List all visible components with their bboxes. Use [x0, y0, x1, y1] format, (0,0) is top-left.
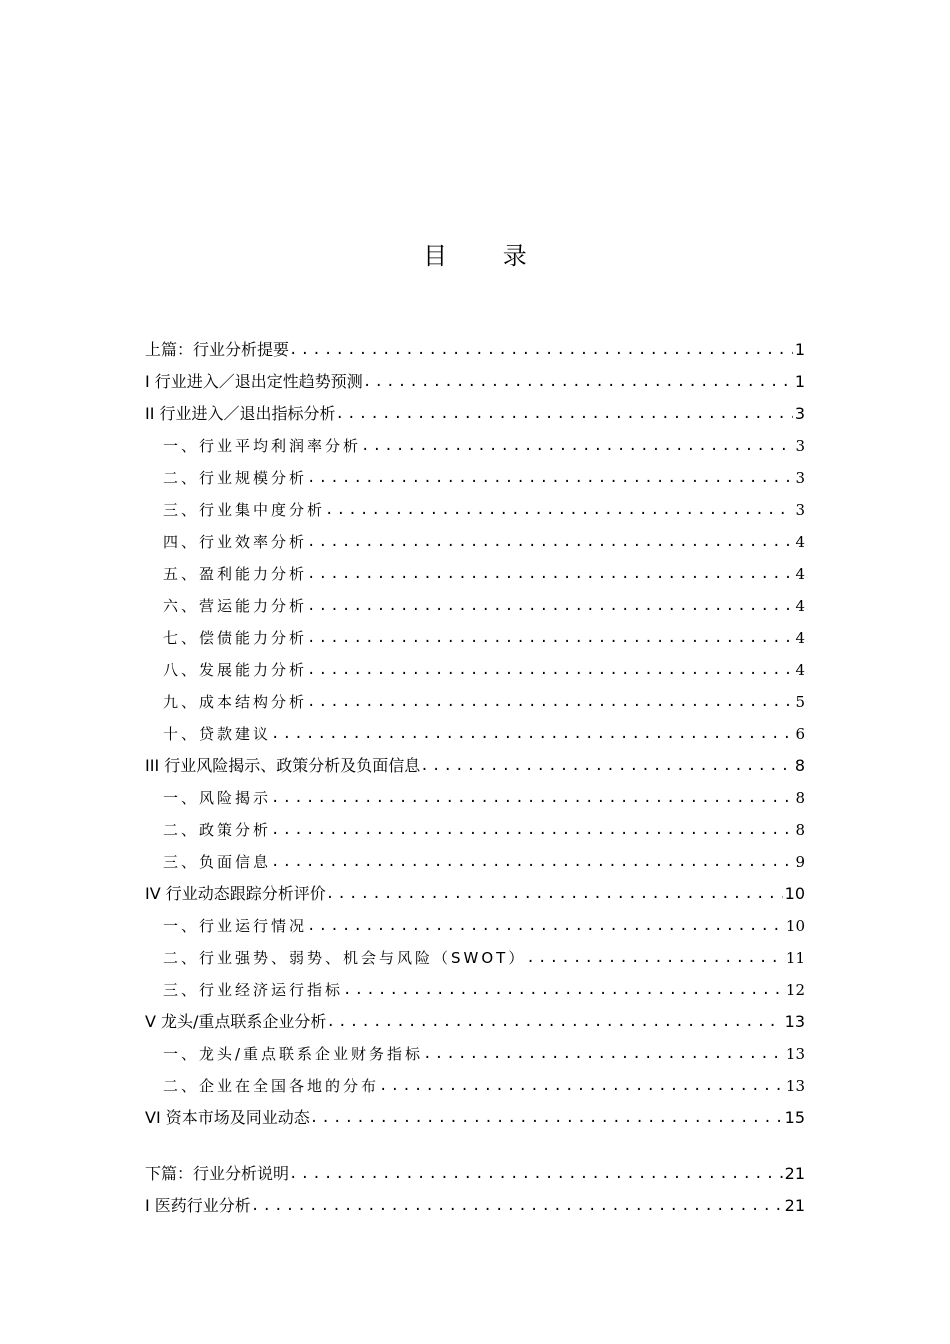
toc-dot-leader: [325, 500, 793, 522]
toc-entry-label: 二、行业规模分析: [163, 469, 308, 487]
toc-entry-label: 二、企业在全国各地的分布: [163, 1077, 380, 1095]
toc-entry[interactable]: [145, 458, 805, 490]
toc-entry[interactable]: [145, 650, 805, 682]
toc-dot-leader: [307, 468, 793, 490]
toc-dot-leader: [307, 916, 784, 938]
toc-dot-leader: [271, 788, 793, 810]
toc-entry-label: 三、行业集中度分析: [163, 501, 326, 519]
toc-entry-page-number: 11: [785, 949, 805, 967]
toc-entry-page-number: 1: [794, 340, 805, 359]
toc-entry-label: 二、政策分析: [163, 821, 272, 839]
toc-entry[interactable]: [145, 746, 805, 778]
toc-entry-page-number: 4: [795, 597, 805, 615]
toc-entry-label: 三、负面信息: [163, 853, 272, 871]
toc-dot-leader: [526, 948, 784, 970]
toc-entry-label: 八、发展能力分析: [163, 661, 308, 679]
toc-entry[interactable]: [145, 1066, 805, 1098]
toc-entry-label: II 行业进入／退出指标分析: [145, 404, 336, 423]
toc-entry[interactable]: [145, 554, 805, 586]
toc-dot-leader: [307, 564, 793, 586]
toc-entry[interactable]: [145, 842, 805, 874]
toc-entry-label: I 医药行业分析: [145, 1196, 251, 1215]
toc-entry-page-number: 1: [794, 372, 805, 391]
toc-entry-label: 九、成本结构分析: [163, 693, 308, 711]
toc-entry-label: 四、行业效率分析: [163, 533, 308, 551]
toc-entry[interactable]: [145, 906, 805, 938]
toc-entry[interactable]: [145, 1002, 805, 1034]
toc-dot-leader: [251, 1196, 783, 1218]
toc-entry-label: 一、行业运行情况: [163, 917, 308, 935]
toc-dot-leader: [379, 1076, 784, 1098]
toc-dot-leader: [420, 756, 793, 778]
toc-entry-label: 二、行业强势、弱势、机会与风险（SWOT）: [163, 949, 527, 967]
toc-dot-leader: [289, 1164, 783, 1186]
toc-entry-label: 五、盈利能力分析: [163, 565, 308, 583]
toc-entry-label: V 龙头/重点联系企业分析: [145, 1012, 327, 1031]
toc-entry-label: 七、偿债能力分析: [163, 629, 308, 647]
toc-entry[interactable]: [145, 522, 805, 554]
toc-entry[interactable]: [145, 778, 805, 810]
toc-entry[interactable]: [145, 1098, 805, 1130]
toc-entry-page-number: 3: [795, 437, 805, 455]
toc-entry[interactable]: [145, 810, 805, 842]
toc-dot-leader: [326, 884, 783, 906]
toc-entry-page-number: 4: [795, 661, 805, 679]
toc-dot-leader: [307, 596, 793, 618]
toc-entry-page-number: 8: [795, 821, 805, 839]
toc-entry-label: IV 行业动态跟踪分析评价: [145, 884, 326, 903]
toc-entry-label: III 行业风险揭示、政策分析及负面信息: [145, 756, 421, 775]
toc-dot-leader: [289, 340, 793, 362]
toc-entry-page-number: 21: [784, 1164, 805, 1183]
toc-entry-label: 下篇：行业分析说明: [145, 1164, 290, 1183]
toc-entry-page-number: 21: [784, 1196, 805, 1215]
toc-entry-page-number: 8: [795, 789, 805, 807]
toc-entry-page-number: 3: [794, 404, 805, 423]
toc-dot-leader: [307, 692, 793, 714]
toc-entry-page-number: 15: [784, 1108, 805, 1127]
page-title: 目 录: [423, 242, 551, 270]
toc-entry-page-number: 4: [795, 533, 805, 551]
toc-entry[interactable]: [145, 970, 805, 1002]
toc-entry[interactable]: [145, 426, 805, 458]
toc-dot-leader: [307, 532, 793, 554]
toc-dot-leader: [336, 404, 793, 426]
toc-entry[interactable]: [145, 1034, 805, 1066]
toc-entry-page-number: 12: [785, 981, 805, 999]
toc-entry-label: 三、行业经济运行指标: [163, 981, 344, 999]
toc-dot-leader: [363, 372, 793, 394]
toc-entry-label: I 行业进入／退出定性趋势预测: [145, 372, 363, 391]
toc-entry[interactable]: [145, 874, 805, 906]
toc-entry-page-number: 13: [785, 1077, 805, 1095]
toc-entry[interactable]: [145, 490, 805, 522]
toc-entry[interactable]: [145, 714, 805, 746]
toc-entry-page-number: 3: [795, 501, 805, 519]
toc-entry-page-number: 10: [784, 884, 805, 903]
toc-dot-leader: [271, 820, 793, 842]
toc-entry-page-number: 8: [794, 756, 805, 775]
toc-entry-label: 一、行业平均利润率分析: [163, 437, 362, 455]
toc-entry-page-number: 6: [795, 725, 805, 743]
toc-entry-label: 一、龙头/重点联系企业财务指标: [163, 1045, 424, 1063]
toc-entry-page-number: 3: [795, 469, 805, 487]
toc-dot-leader: [361, 436, 793, 458]
toc-entry-page-number: 5: [795, 693, 805, 711]
toc-entry[interactable]: [145, 618, 805, 650]
toc-entry-page-number: 13: [784, 1012, 805, 1031]
toc-dot-leader: [343, 980, 784, 1002]
toc-entry-page-number: 9: [795, 853, 805, 871]
toc-entry-label: 六、营运能力分析: [163, 597, 308, 615]
toc-entry-label: 一、风险揭示: [163, 789, 272, 807]
toc-dot-leader: [271, 724, 793, 746]
toc-entry[interactable]: [145, 394, 805, 426]
toc-entry[interactable]: [145, 938, 805, 970]
toc-entry-label: VI 资本市场及同业动态: [145, 1108, 310, 1127]
toc-entry[interactable]: [145, 1154, 805, 1186]
toc-entry[interactable]: [145, 586, 805, 618]
toc-dot-leader: [307, 628, 793, 650]
toc-dot-leader: [326, 1012, 782, 1034]
toc-entry[interactable]: [145, 682, 805, 714]
toc-entry-page-number: 10: [785, 917, 805, 935]
toc-dot-leader: [310, 1108, 783, 1130]
toc-entry-page-number: 4: [795, 565, 805, 583]
toc-dot-leader: [307, 660, 793, 682]
table-of-contents: [145, 330, 805, 1218]
toc-entry-page-number: 4: [795, 629, 805, 647]
toc-entry-page-number: 13: [785, 1045, 805, 1063]
toc-entry[interactable]: [145, 1186, 805, 1218]
toc-entry[interactable]: [145, 362, 805, 394]
toc-entry-label: 十、贷款建议: [163, 725, 272, 743]
toc-dot-leader: [271, 852, 793, 874]
toc-dot-leader: [423, 1044, 784, 1066]
toc-entry-label: 上篇：行业分析提要: [145, 340, 290, 359]
toc-entry[interactable]: [145, 330, 805, 362]
